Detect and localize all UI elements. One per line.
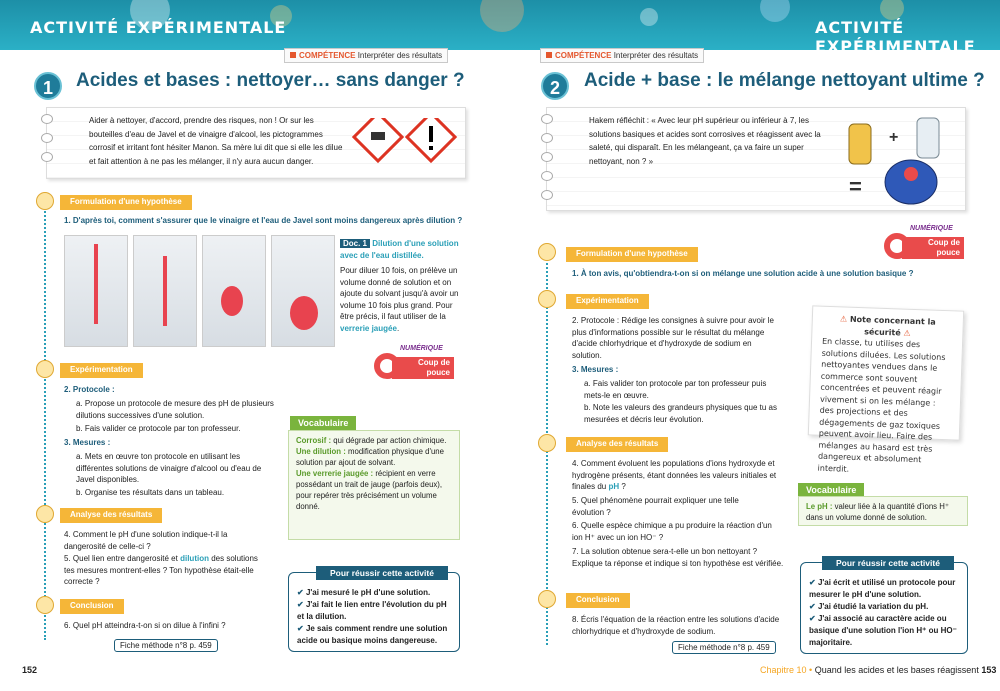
vocab-term: Une verrerie jaugée : — [296, 469, 374, 478]
doc-text-highlight: verrerie jaugée — [340, 323, 397, 333]
photo-flask-1 — [202, 235, 266, 347]
vocab-title-right: Vocabulaire — [798, 483, 864, 497]
checklist-text: J'ai fait le lien entre l'évolution du pH et la dilution. — [297, 600, 447, 621]
checklist-item — [809, 577, 959, 601]
doc-label: Doc. 1 — [340, 239, 370, 248]
competence-text: Interpréter des résultats — [613, 51, 699, 60]
competence-label: COMPÉTENCE — [299, 51, 356, 60]
intro-text-left: Aider à nettoyer, d'accord, prendre des risques, non ! Or sur les bouteilles d'eau de Javel et de vinaigre d'alcool, les pictogrammes corrosif et irritant font hésiter Manon. Sa mère lui dit que si elle les dilue et fait attention à ne pas les mélanger, il n'y aura aucun danger. — [89, 116, 343, 166]
question-3a-right: a. Fais valider ton protocole par ton professeur puis mets-le en œuvre. — [584, 379, 767, 400]
vocab-box-right — [798, 496, 968, 526]
vocab-term: Une dilution : — [296, 447, 346, 456]
document-1 — [340, 238, 464, 334]
activity-number-right: 2 — [541, 72, 569, 100]
corrosive-icon — [354, 118, 402, 161]
vocab-box-left — [288, 430, 460, 540]
coup-de-pouce-label: Coup de pouce — [392, 357, 454, 379]
checklist-text: J'ai associé au caractère acide ou basique d'une solution l'ion H⁺ ou HO⁻ majoritaire. — [809, 614, 957, 647]
chapter-label: Chapitre 10 — [760, 665, 807, 675]
vocab-def: qui dégrade par action chimique. — [333, 436, 447, 445]
coup-de-pouce-left[interactable] — [374, 345, 456, 385]
svg-text:=: = — [849, 174, 862, 199]
question-6-right: 6. Quelle espèce chimique a pu produire la réaction d'un ion H⁺ avec un ion HO⁻ ? — [572, 521, 772, 542]
vocab-title-left: Vocabulaire — [290, 416, 356, 430]
coup-de-pouce-label: Coup de pouce — [902, 237, 964, 259]
question-2a-left: a. Propose un protocole de mesure des pH de plusieurs dilutions successives d'une solution. — [76, 399, 274, 420]
section-conclusion-right: Conclusion — [566, 593, 630, 608]
question-3-left: 3. Mesures : — [64, 438, 111, 447]
conclusion-icon — [538, 590, 556, 608]
competence-text: Interpréter des résultats — [357, 51, 443, 60]
activity-number-left: 1 — [34, 72, 62, 100]
warning-icon: ⚠ — [839, 314, 851, 324]
vocab-def: récipient en verre possédant un trait de jauge (parfois deux), pour repérer très précisément un volume donné. — [296, 469, 443, 511]
activity-title-left: Acides et bases : nettoyer… sans danger ? — [76, 70, 465, 91]
check-icon: ✔ — [297, 624, 306, 633]
section-hypothesis-right: Formulation d'une hypothèse — [566, 247, 698, 262]
checklist-item — [297, 587, 451, 599]
question-1-right: 1. À ton avis, qu'obtiendra-t-on si on mélange une solution acide à une solution basique ? — [572, 269, 914, 278]
question-3a-left: a. Mets en œuvre ton protocole en utilisant les différentes solutions de vinaigre d'alcool ou d'eau de Javel disponibles. — [76, 452, 262, 484]
q5-text-a: 5. Quel lien entre dangerosité et — [64, 554, 178, 563]
reussir-box-right — [800, 562, 968, 654]
section-experiment-left: Expérimentation — [60, 363, 143, 378]
photo-pipette-1 — [64, 235, 128, 347]
question-3b-right: b. Note les valeurs des grandeurs physiques que tu as mesurées et décris leur évolution. — [584, 403, 778, 424]
analysis-icon — [36, 505, 54, 523]
experiment-icon — [538, 290, 556, 308]
section-analysis-left: Analyse des résultats — [60, 508, 162, 523]
reussir-title-left: Pour réussir cette activité — [316, 566, 448, 580]
checklist-text: J'ai étudié la variation du pH. — [817, 602, 929, 611]
question-3-right: 3. Mesures : — [572, 365, 619, 374]
analysis-icon — [538, 434, 556, 452]
checklist-text: J'ai mesuré le pH d'une solution. — [305, 588, 431, 597]
check-icon: ✔ — [809, 578, 818, 587]
vocab-def: modification physique d'une solution par ajout de solvant. — [296, 447, 444, 467]
question-3b-left: b. Organise tes résultats dans un tableau. — [76, 488, 225, 497]
question-2-right: 2. Protocole : Rédige les consignes à suivre pour avoir le plus d'informations possible sur le résultat du mélange d'acide chlorhydrique et d'hydroxyde de sodium en solution. — [572, 316, 774, 360]
reussir-title-right: Pour réussir cette activité — [822, 556, 954, 570]
check-icon: ✔ — [809, 602, 818, 611]
chapter-title: Quand les acides et les bases réagissent — [814, 665, 979, 675]
checklist-item — [297, 599, 451, 623]
question-5-left — [64, 553, 264, 588]
q4-highlight: pH — [608, 482, 620, 491]
q5-highlight: dilution — [180, 554, 209, 563]
banner-right: ACTIVITÉ EXPÉRIMENTALE — [815, 18, 976, 56]
conclusion-icon — [36, 596, 54, 614]
question-2b-left: b. Fais valider ce protocole par ton professeur. — [76, 424, 241, 433]
coup-de-pouce-right[interactable] — [884, 225, 966, 265]
competence-badge-right — [540, 48, 704, 63]
hypothesis-icon — [538, 243, 556, 261]
warning-icon: ⚠ — [900, 327, 911, 338]
numerique-tag: NUMÉRIQUE — [910, 225, 953, 232]
q4-text-b: ? — [621, 482, 626, 491]
intro-note-left — [46, 107, 466, 179]
checklist-text: J'ai écrit et utilisé un protocole pour mesurer le pH d'une solution. — [809, 578, 956, 599]
check-icon: ✔ — [809, 614, 818, 623]
svg-text:+: + — [889, 129, 899, 146]
doc-text: Pour diluer 10 fois, on prélève un volume donné de solution et on ajoute du solvant jusqu'à avoir un volume 10 fois plus grand. Pour être précis, il faut utiliser de la — [340, 266, 459, 321]
question-4-left: 4. Comment le pH d'une solution indique-t-il la dangerosité de celle-ci ? — [64, 530, 228, 551]
page-number-right: 153 — [981, 665, 997, 675]
intro-note-right — [546, 107, 966, 211]
section-analysis-right: Analyse des résultats — [566, 437, 668, 452]
chapter-footer: Chapitre 10 • Quand les acides et les bases réagissent 153 — [760, 665, 997, 675]
timeline-left — [44, 200, 46, 640]
hypothesis-icon — [36, 192, 54, 210]
section-conclusion-left: Conclusion — [60, 599, 124, 614]
reussir-box-left — [288, 572, 460, 652]
doc-text-end: . — [396, 323, 400, 333]
experiment-icon — [36, 360, 54, 378]
checklist-item — [297, 623, 451, 647]
photo-pipette-2 — [133, 235, 197, 347]
banner-left: ACTIVITÉ EXPÉRIMENTALE — [30, 18, 287, 37]
safety-note — [808, 305, 964, 474]
activity-title-right: Acide + base : le mélange nettoyant ultime ? — [584, 70, 985, 91]
q4-text-a: 4. Comment évoluent les populations d'ions hydroxyde et hydrogène présents, étant données les valeurs initiales et finales du — [572, 459, 777, 491]
question-1-left: 1. D'après toi, comment s'assurer que le vinaigre et l'eau de Javel sont moins dangereux après dilution ? — [64, 216, 463, 225]
check-icon: ✔ — [297, 600, 306, 609]
safety-text: En classe, tu utilises des solutions diluées. Les solutions nettoyantes vendues dans le commerce sont souvent concentrées et peuvent réagir vivement si on les mélange : des projections et des dégagements de gaz toxiques peuvent avoir lieu. Faire des mélanges au hasard est très dangereux et absolument interdit. — [817, 336, 946, 474]
question-7-right: 7. La solution obtenue sera-t-elle un bon nettoyant ? Explique ta réponse et indique si ton hypothèse est vérifiée. — [572, 547, 784, 568]
question-5-right: 5. Quel phénomène pourrait expliquer une telle évolution ? — [572, 496, 739, 517]
checklist-item — [809, 601, 959, 613]
vocab-def: valeur liée à la quantité d'ions H⁺ dans un volume donné de solution. — [806, 502, 949, 522]
competence-badge-left — [284, 48, 448, 63]
checklist-item — [809, 613, 959, 649]
question-2-left: 2. Protocole : — [64, 385, 115, 394]
doc-title: Dilution d'une solution avec de l'eau distillée. — [340, 239, 459, 260]
question-8-right: 8. Écris l'équation de la réaction entre les solutions d'acide chlorhydrique et d'hydroxyde de sodium. — [572, 615, 780, 636]
question-6-left: 6. Quel pH atteindra-t-on si on dilue à l'infini ? — [64, 621, 226, 630]
q5-text-b: des solutions tes mesures montrent-elles ? Ton hypothèse était-elle correcte ? — [64, 554, 258, 586]
page-number-left: 152 — [22, 665, 38, 675]
safety-title: Note concernant la sécurité — [849, 314, 936, 337]
cleaning-mix-illustration — [843, 112, 953, 208]
section-experiment-right: Expérimentation — [566, 294, 649, 309]
warning-pictograms — [351, 118, 461, 170]
vocab-term: Corrosif : — [296, 436, 332, 445]
competence-label: COMPÉTENCE — [555, 51, 612, 60]
check-icon: ✔ — [297, 588, 306, 597]
numerique-tag: NUMÉRIQUE — [400, 345, 443, 352]
vocab-term: Le pH : — [806, 502, 833, 511]
checklist-text: Je sais comment rendre une solution acide ou basique moins dangereuse. — [297, 624, 448, 645]
fiche-methode-right[interactable]: Fiche méthode n°8 p. 459 — [672, 641, 776, 654]
intro-text-right: Hakem réfléchit : « Avec leur pH supérieur ou inférieur à 7, les solutions basiques et acides sont corrosives et réagissent avec la saleté, qui disparaît. En les mélangeant, ça va faire un super nettoyant, non ? » — [589, 116, 821, 166]
section-hypothesis-left: Formulation d'une hypothèse — [60, 195, 192, 210]
photo-flask-2 — [271, 235, 335, 347]
question-4-right — [572, 458, 784, 493]
fiche-methode-left[interactable]: Fiche méthode n°8 p. 459 — [114, 639, 218, 652]
irritant-icon — [407, 118, 455, 161]
